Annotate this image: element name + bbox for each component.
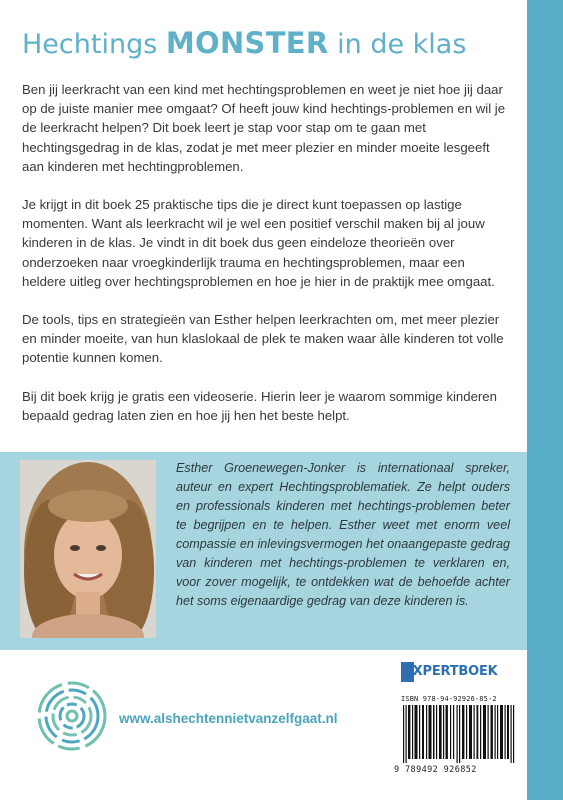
book-spine <box>527 0 563 800</box>
website-link[interactable]: www.alshechtennietvanzelfgaat.nl <box>119 711 338 726</box>
blurb-paragraph-2: Je krijgt in dit boek 25 praktische tips die je direct kunt toepassen op lastige momenten. Want als leerkracht wil je wel een positief verschil maken bij al jouw kinderen in de klas. Je vindt in dit boek dus geen eindeloze theorieën over onderzoeken naar vroegkinderlijk trauma en hechtingsproblemen, maar een heldere uitleg over hechtingsproblemen en hoe je hier in de praktijk mee omgaat. <box>22 197 495 289</box>
author-bio: Esther Groenewegen-Jonker is internationaal spreker, auteur en expert Hechtingsproblematiek. Ze helpt ouders en professionals kinderen met hechtings-problemen beter te begrijpen en te helpen. Esther weet met enorm veel compassie en inlevingsvermogen het onaangepaste gedrag van kinderen met hechtings-problemen te verklaren en, voor zover mogelijk, te ontdekken wat de behoefde achter het soms eigenaardige gedrag van deze kinderen is. <box>176 461 510 608</box>
book-title <box>22 26 522 74</box>
author-photo <box>20 460 156 638</box>
barcode-image <box>401 705 515 763</box>
blurb-paragraph-3: De tools, tips en strategieën van Esther helpen leerkrachten om, met meer plezier en minder moeite, van hun klaslokaal de plek te maken waar àlle kinderen tot volle potentie kunnen komen. <box>22 312 504 366</box>
title-part-1: Hechtings <box>22 29 166 60</box>
barcode-number: 9 789492 926852 <box>394 765 477 775</box>
isbn-label: ISBN 978-94-92926-85-2 <box>401 695 497 703</box>
blurb <box>22 80 512 444</box>
title-part-2: MONSTER <box>165 26 329 60</box>
blurb-paragraph-4: Bij dit boek krijg je gratis een videoserie. Hierin leer je waarom sommige kinderen bepaald gedrag laten zien en hoe jij hen het beste helpt. <box>22 388 497 423</box>
publisher-name: EXPERTBOEK <box>404 664 498 679</box>
author-portrait-image <box>20 460 156 638</box>
title-part-3: in de klas <box>328 29 467 60</box>
spiral-circle-icon <box>36 680 108 752</box>
blurb-paragraph-1: Ben jij leerkracht van een kind met hechtingsproblemen en weet je niet hoe jij daar op de juiste manier mee omgaat? Of heeft jouw kind hechtings-problemen en wil je de leerkracht helpen? Dit boek leert je stap voor stap om te gaan met hechtingsgedrag in de klas, zodat je met meer plezier en minder moeite lesgeeft aan kinderen met hechtingproblemen. <box>22 82 506 174</box>
